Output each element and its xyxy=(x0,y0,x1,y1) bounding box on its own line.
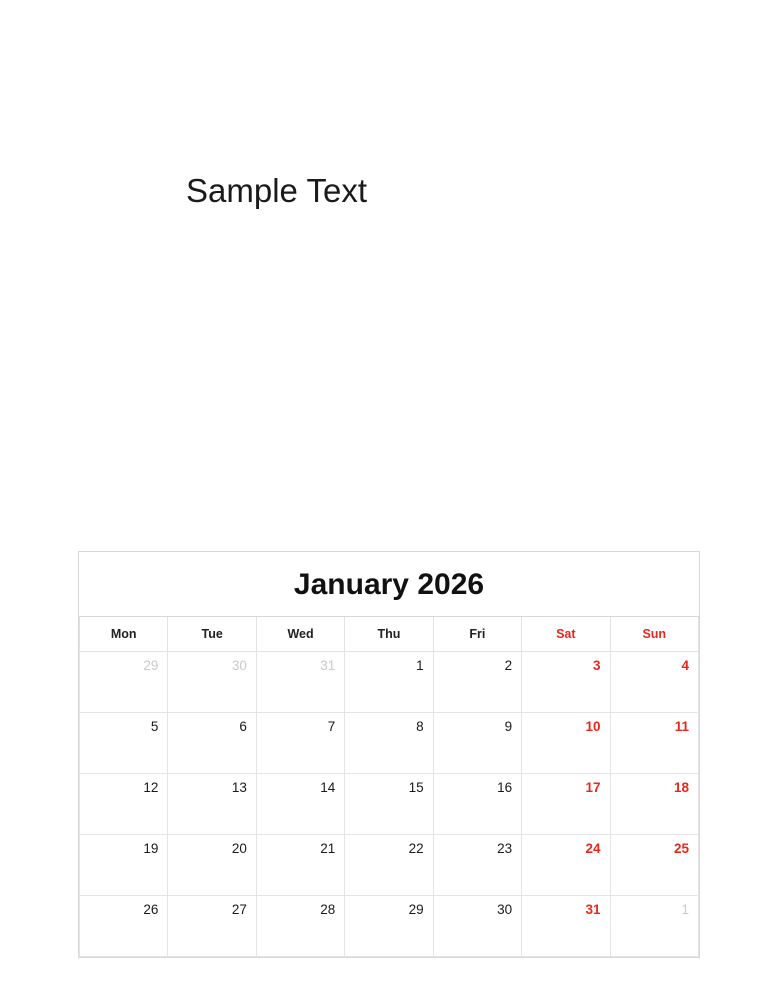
calendar-day-cell[interactable]: 18 xyxy=(610,774,698,835)
calendar-header-row xyxy=(80,617,699,652)
calendar-day-cell[interactable]: 10 xyxy=(522,713,610,774)
calendar-day-cell[interactable]: 23 xyxy=(433,835,521,896)
calendar-week-row xyxy=(80,835,699,896)
calendar-day-cell[interactable]: 8 xyxy=(345,713,433,774)
calendar-day-cell[interactable]: 17 xyxy=(522,774,610,835)
calendar-day-cell[interactable]: 31 xyxy=(256,652,344,713)
calendar-day-cell[interactable]: 19 xyxy=(80,835,168,896)
calendar-day-cell[interactable]: 25 xyxy=(610,835,698,896)
calendar-day-cell[interactable]: 7 xyxy=(256,713,344,774)
calendar-day-cell[interactable]: 3 xyxy=(522,652,610,713)
calendar-day-cell[interactable]: 13 xyxy=(168,774,256,835)
calendar-day-cell[interactable]: 20 xyxy=(168,835,256,896)
calendar-title: January 2026 xyxy=(79,552,699,617)
calendar-day-cell[interactable]: 27 xyxy=(168,896,256,957)
calendar-day-cell[interactable]: 1 xyxy=(610,896,698,957)
sample-text-label: Sample Text xyxy=(186,172,367,209)
calendar-day-cell[interactable]: 2 xyxy=(433,652,521,713)
calendar-week-row xyxy=(80,896,699,957)
calendar-day-cell[interactable]: 14 xyxy=(256,774,344,835)
calendar-day-cell[interactable]: 30 xyxy=(168,652,256,713)
calendar-day-cell[interactable]: 22 xyxy=(345,835,433,896)
calendar-day-cell[interactable]: 30 xyxy=(433,896,521,957)
calendar-day-header-sat: Sat xyxy=(522,617,610,652)
calendar-week-row xyxy=(80,774,699,835)
calendar-day-cell[interactable]: 29 xyxy=(80,652,168,713)
calendar-day-cell[interactable]: 11 xyxy=(610,713,698,774)
calendar-day-cell[interactable]: 5 xyxy=(80,713,168,774)
calendar-day-cell[interactable]: 29 xyxy=(345,896,433,957)
calendar-day-header-mon: Mon xyxy=(80,617,168,652)
calendar-grid xyxy=(79,617,699,957)
calendar-day-cell[interactable]: 1 xyxy=(345,652,433,713)
calendar-week-row xyxy=(80,713,699,774)
calendar-day-cell[interactable]: 12 xyxy=(80,774,168,835)
calendar-day-cell[interactable]: 28 xyxy=(256,896,344,957)
calendar-day-header-thu: Thu xyxy=(345,617,433,652)
calendar-body xyxy=(80,652,699,957)
calendar-day-header-tue: Tue xyxy=(168,617,256,652)
calendar-day-cell[interactable]: 6 xyxy=(168,713,256,774)
calendar-day-cell[interactable]: 16 xyxy=(433,774,521,835)
calendar-day-cell[interactable]: 31 xyxy=(522,896,610,957)
calendar-widget xyxy=(78,551,700,958)
calendar-day-header-sun: Sun xyxy=(610,617,698,652)
calendar-day-cell[interactable]: 4 xyxy=(610,652,698,713)
calendar-day-cell[interactable]: 15 xyxy=(345,774,433,835)
calendar-day-cell[interactable]: 21 xyxy=(256,835,344,896)
calendar-day-cell[interactable]: 26 xyxy=(80,896,168,957)
calendar-week-row xyxy=(80,652,699,713)
calendar-day-cell[interactable]: 9 xyxy=(433,713,521,774)
calendar-day-header-fri: Fri xyxy=(433,617,521,652)
calendar-day-cell[interactable]: 24 xyxy=(522,835,610,896)
calendar-day-header-wed: Wed xyxy=(256,617,344,652)
